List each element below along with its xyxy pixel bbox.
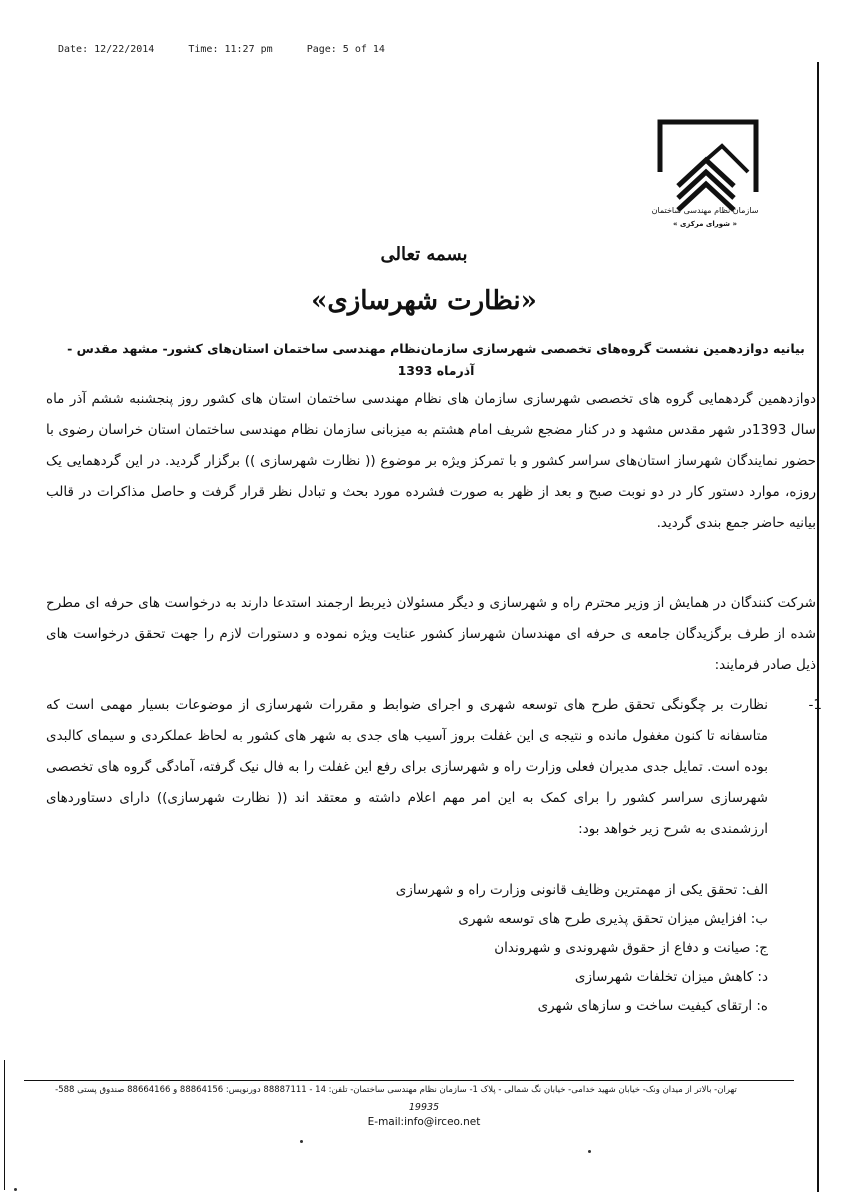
fax-page: Page: 5 of 14 <box>306 44 385 55</box>
document-title: «نظارت شهرسازی» <box>311 286 537 316</box>
footer-divider <box>24 1080 794 1081</box>
subtitle-line-1: بیانیه دوازدهمین نشست گروه‌های تخصصی شهرسازی سازمان‌نظام مهندسی ساختمان استان‌های کشور- مشهد مقدس - <box>67 341 805 356</box>
request-paragraph: شرکت کنندگان در همایش از وزیر محترم راه و شهرسازی و دیگر مسئولان ذیربط ارجمند استدعا دارند به درخواست های حرفه ای مطرح شده از طرف برگزیدگان جامعه ی حرفه ای مهندسان شهرساز کشور عنایت ویژه نموده و دستورات لازم را جهت تحقق درخواست های ذیل صادر فرمایند: <box>46 595 816 673</box>
footer-address: تهران- بالاتر از میدان ونک- خیابان شهید خدامی- خیابان نگ شمالی - پلاک 1- سازمان نظام مهندسی ساختمان- تلفن: 14 - 88887111 دورنویس: 88864156 و 88664166 صندوق پستی 588- <box>55 1085 737 1095</box>
scan-speck <box>14 1188 17 1191</box>
list-item: الف: تحقق یکی از مهمترین وظایف قانونی وزارت راه و شهرسازی <box>395 882 768 898</box>
benefits-list <box>208 876 768 1021</box>
list-item: د: کاهش میزان تخلفات شهرسازی <box>574 969 768 985</box>
bismillah-heading: بسمه تعالی <box>380 244 468 265</box>
item-1-text: نظارت بر چگونگی تحقق طرح های توسعه شهری و اجرای ضوابط و مقررات شهرسازی از موضوعات بسیار مهمی است که متاسفانه تا کنون مغفول مانده و نتیجه ی این غفلت بروز آسیب های جدی به شهر های کشور به لحاظ عملکردی و سیمای کالبدی بوده است. تمایل جدی مدیران فعلی وزارت راه و شهرسازی برای رفع این غفلت را به فال نیک گرفته، آمادگی گروه های تخصصی شهرسازی سراسر کشور را برای کمک به این امر مهم اعلام داشته و معتقد اند (( نظارت شهرسازی)) دارای دستاوردهای ارزشمندی به شرح زیر خواهد بود: <box>46 697 768 837</box>
fax-header <box>58 44 413 55</box>
subtitle-line-2: آذرماه 1393 <box>397 363 475 378</box>
footer-postal-code: 19935 <box>408 1102 440 1113</box>
document-subtitle <box>56 338 816 382</box>
item-1-number: 1- <box>808 697 822 713</box>
scan-speck <box>588 1150 591 1153</box>
scan-edge-right <box>817 62 819 1192</box>
intro-paragraph: دوازدهمین گردهمایی گروه های تخصصی شهرسازی سازمان های نظام مهندسی ساختمان استان های کشور روز پنجشنبه ششم آذر ماه سال 1393در شهر مقدس مشهد و در کنار مضجع شریف امام هشتم به میزبانی سازمان نظام مهندسی ساختمان استان خراسان رضوی با حضور نمایندگان شهرساز استان‌های سراسر کشور و با تمرکز ویژه بر موضوع (( نظارت شهرسازی )) برگزار گردید. در این گردهمایی یک روزه، موارد دستور کار در دو نوبت صبح و بعد از ظهر به صورت فشرده مورد بحث و تبادل نظر قرار گرفت و حاصل مذاکرات در قالب بیانیه حاضر جمع بندی گردید. <box>46 391 816 531</box>
logo-org-name: سازمان نظام مهندسی ساختمان <box>651 206 759 215</box>
scan-speck <box>300 1140 303 1143</box>
list-item: ب: افزایش میزان تحقق پذیری طرح های توسعه شهری <box>458 911 768 927</box>
list-item: ج: صیانت و دفاع از حقوق شهروندی و شهروندان <box>494 940 768 956</box>
fax-date: Date: 12/22/2014 <box>58 44 155 55</box>
footer-email: E-mail:info@irceo.net <box>367 1116 481 1128</box>
fax-time: Time: 11:27 pm <box>188 44 273 55</box>
list-item: ه: ارتقای کیفیت ساخت و سازهای شهری <box>537 998 768 1014</box>
logo-council: « شورای مرکزی » <box>672 220 737 228</box>
